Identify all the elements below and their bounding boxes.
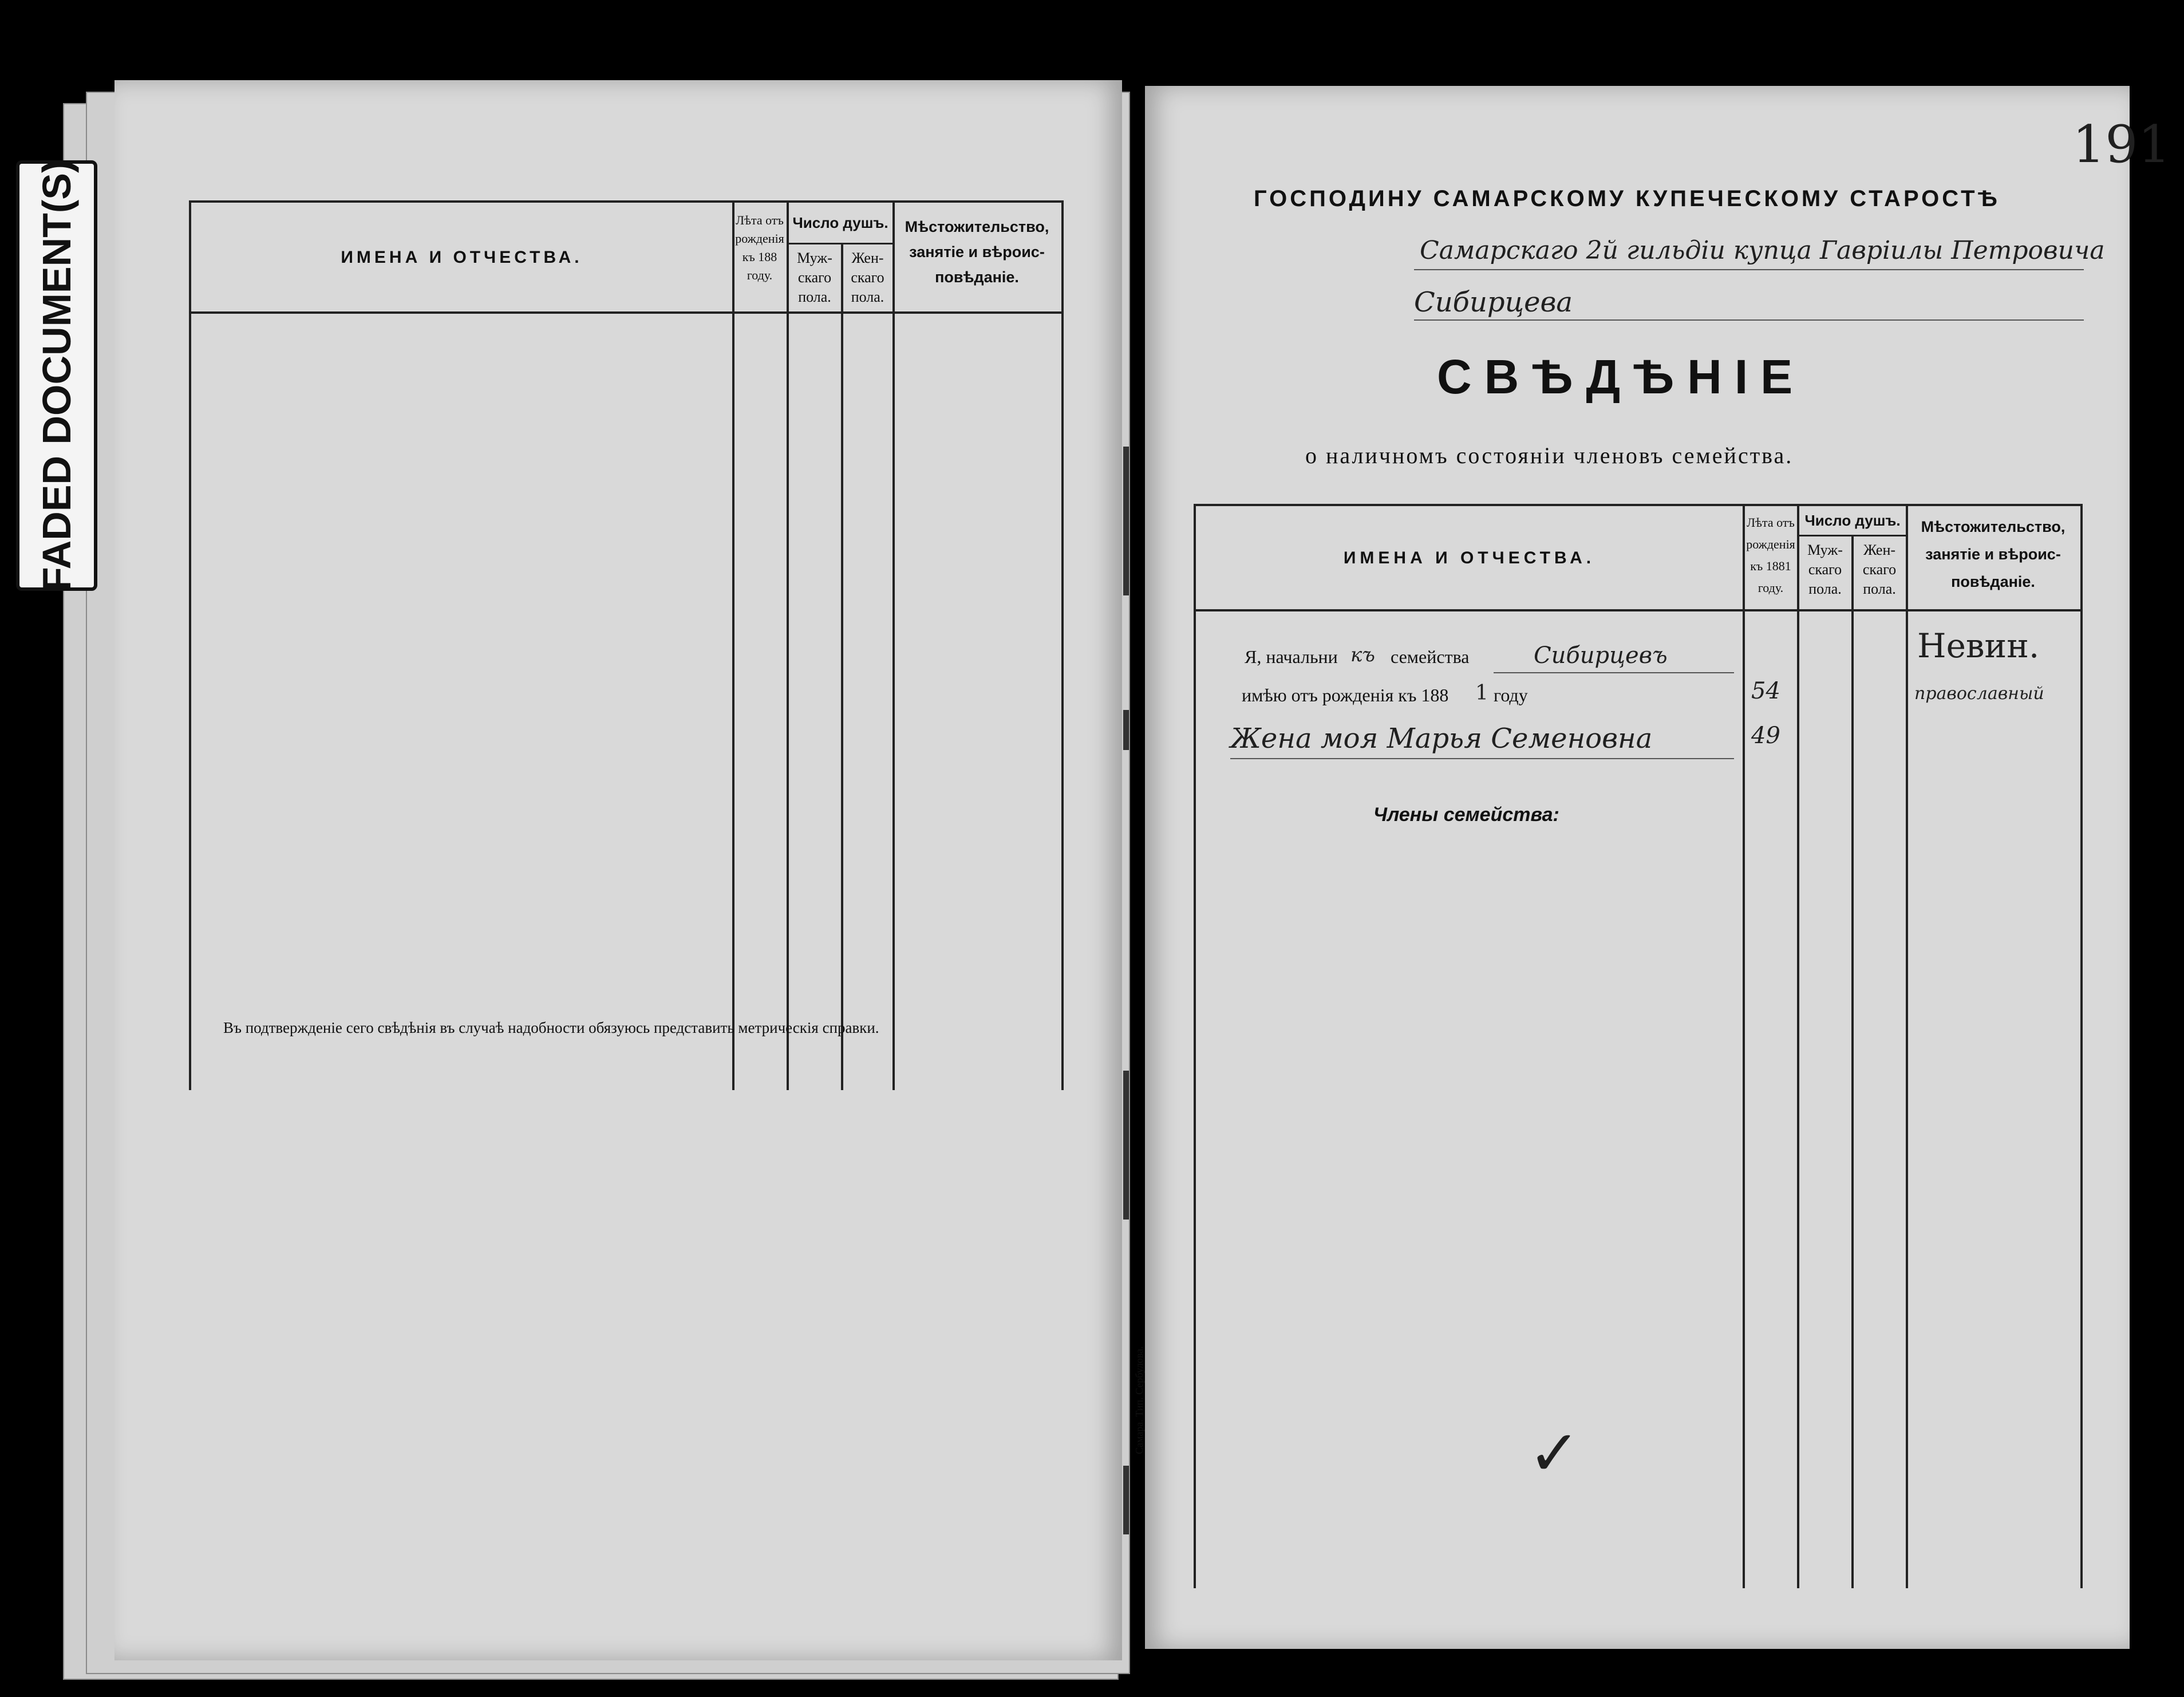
left-table — [189, 200, 1064, 1090]
wife-age: 49 — [1751, 723, 1780, 749]
left-header-female: Жен-скаго пола. — [851, 250, 884, 305]
wife-line-rule — [1230, 758, 1734, 759]
head-age: 54 — [1751, 678, 1780, 704]
left-confirmation-text: Въ подтвержденіе сего свѣдѣнія въ случаѣ надобности обязуюсь представить метрическія справки. — [223, 1019, 879, 1036]
left-page — [114, 80, 1122, 1660]
faded-documents-stamp — [16, 160, 97, 591]
right-header-residence: Мѣстожительство, занятіе и вѣроис-повѣданіе. — [1921, 518, 2065, 590]
check-mark: ✓ — [1528, 1416, 1581, 1490]
residence-note-1: Невин. — [1917, 626, 2040, 665]
head-line-rule — [1494, 672, 1734, 673]
left-header-male: Муж-скаго пола. — [797, 250, 832, 305]
printer-imprint: Самара. Тип. Сербулова. — [1134, 1346, 1145, 1454]
head-line-ending: къ — [1350, 644, 1375, 666]
wife-line: Жена моя Марья Семеновна — [1230, 723, 1653, 755]
binding-stitch — [1123, 1071, 1129, 1220]
head-line-printed: Я, начальни — [1245, 646, 1338, 667]
stamp-label: FADED DOCUMENT(S) — [34, 159, 79, 592]
binding-stitch — [1123, 447, 1129, 595]
right-page — [1134, 86, 2171, 1649]
right-table — [1194, 504, 2083, 1588]
left-header-age: Лѣта отъ рожденія къ 188 году. — [735, 213, 784, 282]
head-surname: Сибирцевъ — [1534, 642, 1668, 669]
left-header-names: ИМЕНА И ОТЧЕСТВА. — [341, 248, 583, 267]
left-header-residence: Мѣстожительство, занятіе и вѣроис-повѣданіе. — [905, 218, 1049, 286]
birth-line-end: году — [1494, 685, 1528, 705]
members-label: Члены семейства: — [1373, 804, 1559, 826]
address-line: ГОСПОДИНУ САМАРСКОМУ КУПЕЧЕСКОМУ СТАРОСТѢ — [1254, 186, 2001, 211]
binding-stitch — [1123, 710, 1129, 750]
birth-year-digit: 1 — [1475, 681, 1488, 705]
birth-line-printed: имѣю отъ рожденія къ 188 — [1242, 685, 1449, 705]
left-header-souls: Число душъ. — [792, 214, 888, 231]
from-line-2: Сибирцева — [1414, 286, 1573, 318]
from-line-2-rule — [1414, 319, 2084, 321]
head-line-printed-2: семейства — [1391, 646, 1470, 667]
binding-stitch — [1123, 1466, 1129, 1534]
document-subtitle: о наличномъ состояніи членовъ семейства. — [1305, 443, 1794, 468]
document-title: СВѢДѢНІЕ — [1437, 350, 1806, 404]
from-line-rule — [1414, 269, 2084, 270]
from-line-1: Самарскаго 2й гильдіи купца Гавріилы Петровича — [1420, 236, 2105, 265]
right-header-names: ИМЕНА И ОТЧЕСТВА. — [1343, 548, 1595, 567]
residence-note-2: православный — [1914, 684, 2044, 704]
right-header-male: Муж-скаго пола. — [1807, 542, 1843, 597]
right-header-age: Лѣта отъ рожденія къ 1881 году. — [1746, 515, 1795, 595]
right-header-souls: Число душъ. — [1804, 512, 1901, 529]
folio-number: 191 — [2072, 115, 2171, 175]
right-header-female: Жен-скаго пола. — [1862, 542, 1897, 597]
